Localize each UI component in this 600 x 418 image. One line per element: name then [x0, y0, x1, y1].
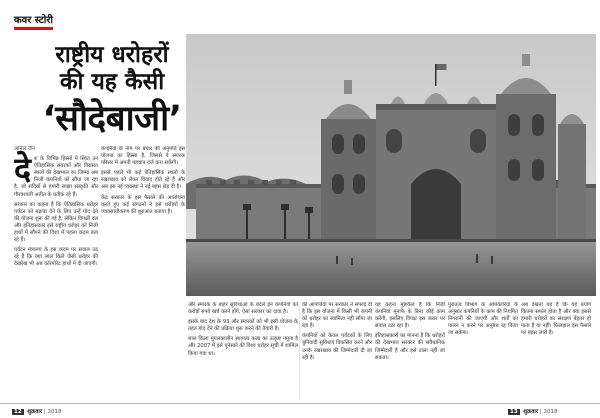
paragraph: इतिहासकारों का मानना है कि धरोहरों की देखभाल सरकार की संवैधानिक जिम्मेदारी है और इसे टाला नहीं जा सकता। [375, 333, 445, 361]
folio-right [508, 407, 557, 415]
article-column-bottom-1 [302, 302, 372, 400]
article-column-left [14, 146, 98, 400]
byline: अनिल जैन [14, 146, 35, 152]
magazine-name-left: शुक्रवार [27, 409, 43, 415]
paragraph: अब देखना यह है कि यह प्रयोग कितना सफल होता है और क्या इससे हमारी धरोहरों का संरक्षण बेहतर हो पाता है या नहीं। फिलहाल इस फैसले पर बहस जारी है। [521, 302, 591, 337]
paragraph: इससे पहले भी कई ऐतिहासिक स्थलों के रखरखाव को लेकर विवाद होते रहे हैं और अब इस नई व्यवस्था ने नई बहस छेड़ दी है। [101, 170, 185, 191]
issue-label-right: | 2018 [539, 409, 558, 415]
paragraph: पर्यटन मंत्रालय के इस कदम पर सवाल उठ रहे हैं कि क्या लाल किले जैसी धरोहर की देखरेख भी अब कॉरपोरेट हाथों में दी जाएगी। [14, 247, 98, 268]
page-gutter [299, 304, 300, 400]
paragraph: इसके बाद देश के 93 और स्मारकों को भी इसी योजना के तहत गोद देने की प्रक्रिया शुरू करने की तैयारी है। [188, 319, 298, 333]
paragraph: श के विभिन्न हिस्सों में स्थित उन ऐतिहासिक स्मारकों और विरासत स्थलों की देखभाल का जिम्मा अब निजी कंपनियों को सौंपा जा रहा है, जो सदियों से हमारी साझा संस्कृति और गौरवशाली अतीत के प्रतीक रहे हैं। [14, 156, 98, 198]
red-fort-photo [186, 34, 596, 296]
headline [22, 44, 202, 137]
issue-label-left: | 2018 [43, 409, 62, 415]
page-number-left: 12 [14, 409, 22, 415]
paragraph: कंपनियों को केवल पर्यटकों के लिए बुनियादी सुविधाएं विकसित करने और उनके रखरखाव की जिम्मेदारी दी जा रही है। [302, 333, 372, 361]
dropcap: दे [14, 150, 31, 189]
paragraph: पुरातत्व विभाग के अधिकारियों के अनुसार कंपनियों के काम की नियमित निगरानी की जाएगी और शर्तों का पालन न करने पर अनुबंध रद्द किया जा सकेगा। [448, 302, 518, 337]
folio-left [12, 407, 61, 415]
article-column-bottom-2 [375, 302, 445, 400]
paragraph: लाल किला मुगलकालीन स्थापत्य कला का उत्कृष्ट नमूना है और 2007 में इसे यूनेस्को की विश्व धरोहर सूची में शामिल किया गया था। [188, 336, 298, 357]
paragraph: केंद्र सरकार के इस फैसले की आलोचना करते हुए कई संगठनों ने इसे धरोहरों के व्यावसायीकरण की शुरुआत बताया है। [101, 194, 185, 215]
paragraph: सरकार का कहना है कि ऐतिहासिक धरोहर पर्यटन को बढ़ावा देने के लिए उन्हें गोद देने की योजना शुरू की गई है, लेकिन विपक्षी दल और इतिहासकार इसे राष्ट्रीय धरोहर को निजी हाथों में सौंपने की दिशा में पहला कदम बता रहे हैं। [14, 201, 98, 244]
paragraph: की आपत्तियों पर सरकार ने सफाई दी है कि इस योजना में किसी भी कंपनी को धरोहर का स्वामित्व नहीं सौंपा जा रहा है। [302, 302, 372, 330]
page-number-right: 13 [510, 409, 518, 415]
magazine-name-right: शुक्रवार [523, 409, 539, 415]
headline-line-3: ‘सौदेबाजी’ [42, 99, 182, 139]
page-footer [0, 403, 600, 418]
paragraph: कंपनियों के नाम पर प्रचार की अनुमति इस योजना का हिस्सा है, जिससे वे स्मारक परिसर में अपनी पहचान दर्ज करा सकेंगी। [101, 146, 185, 167]
paragraph: और स्मारक के बाहर सुविधाओं के बदले इन कंपनियों को करोड़ों रुपये खर्च करने होंगे, ऐसा सरकार का दावा है। [188, 302, 298, 316]
article-column-bottom-3 [448, 302, 518, 400]
headline-line-2: की यह कैसी [59, 69, 165, 95]
headline-line-1: राष्ट्रीय धरोहरों [55, 42, 169, 68]
article-column-bottom-4 [521, 302, 591, 400]
section-tag: कवर स्टोरी [14, 12, 53, 30]
article-column-right [188, 302, 298, 400]
paragraph: यह कहना मुश्किल है कि निजी कंपनियां मुनाफे के बिना कोई काम करेंगी, इसलिए विपक्ष इस करार पर सवाल उठा रहा है। [375, 302, 445, 330]
article-column-middle [101, 146, 185, 400]
